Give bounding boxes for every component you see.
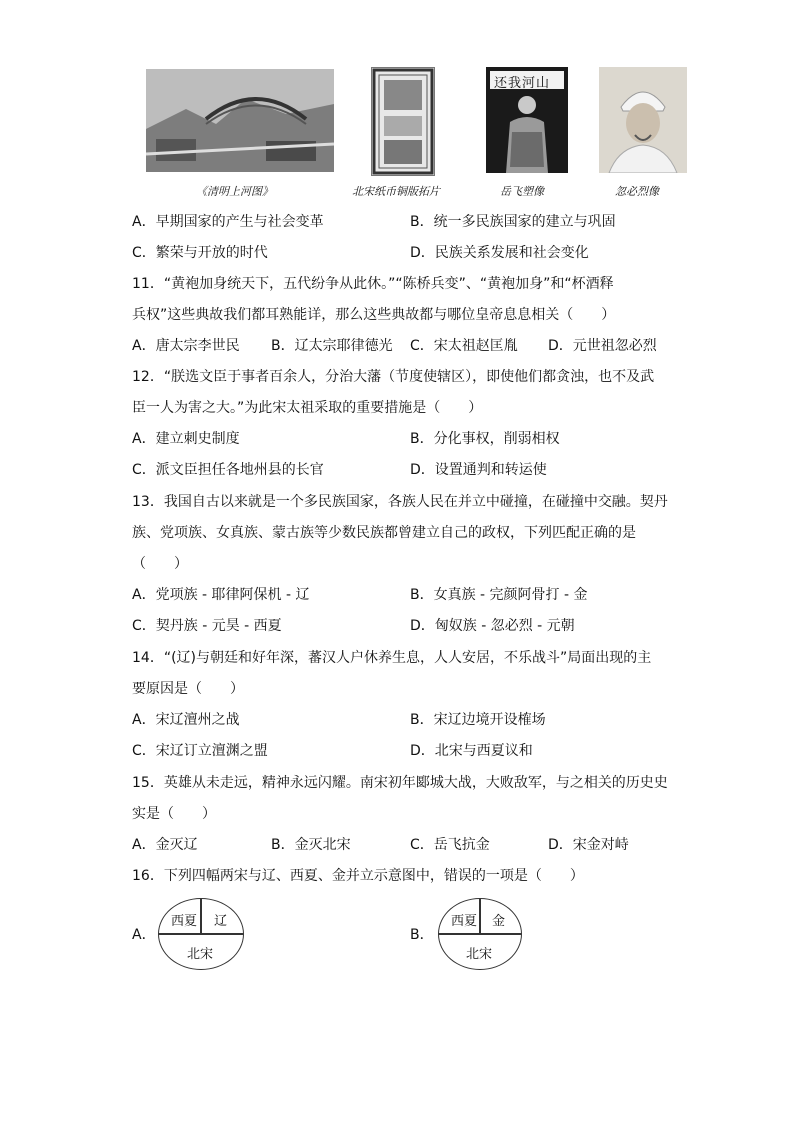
q13-stem-line2: 族、党项族、女真族、蒙古族等少数民族都曾建立自己的政权，下列匹配正确的是 xyxy=(132,525,636,541)
song-banknote-rubbing-image xyxy=(371,67,435,176)
q16-option-b-label: B． xyxy=(410,927,434,943)
q16-option-a-label: A． xyxy=(132,927,156,943)
q14-stem-line2: 要原因是（ ） xyxy=(132,681,244,697)
q15-option-d: D．宋金对峙 xyxy=(548,837,629,853)
q14-option-b: B．宋辽边境开设榷场 xyxy=(410,712,546,728)
q13-option-a: A．党项族 - 耶律阿保机 - 辽 xyxy=(132,587,310,603)
q12-option-d: D．设置通判和转运使 xyxy=(410,462,547,478)
diagram-a-divider-h xyxy=(159,933,243,935)
q12-option-a: A．建立刺史制度 xyxy=(132,431,240,447)
diagram-b-divider-h xyxy=(439,933,521,935)
q15-option-c: C．岳飞抗金 xyxy=(410,837,490,853)
q14-option-d: D．北宋与西夏议和 xyxy=(410,743,533,759)
q15-stem-line2: 实是（ ） xyxy=(132,806,216,822)
diagram-b-left-label: 西夏 xyxy=(451,914,478,929)
q11-option-b: B．辽太宗耶律德光 xyxy=(271,338,393,354)
q16-diagram-b xyxy=(438,898,522,970)
diagram-b-right-label: 金 xyxy=(492,914,506,929)
plaque-text: 还我河山 xyxy=(494,76,551,91)
diagram-b-divider-v xyxy=(479,899,481,933)
q11-stem-line1: 11．“黄袍加身统天下，五代纷争从此休。”“陈桥兵变”、“黄袍加身”和“杯酒释 xyxy=(132,276,614,292)
diagram-a-right-label: 辽 xyxy=(214,914,228,929)
q10-option-c: C．繁荣与开放的时代 xyxy=(132,245,268,261)
diagram-a-divider-v xyxy=(200,899,202,933)
q15-option-b: B．金灭北宋 xyxy=(271,837,351,853)
q14-option-a: A．宋辽澶州之战 xyxy=(132,712,240,728)
q15-option-a: A．金灭辽 xyxy=(132,837,198,853)
diagram-b-bottom-label: 北宋 xyxy=(466,947,493,962)
q10-option-a: A．早期国家的产生与社会变革 xyxy=(132,214,324,230)
q11-option-a: A．唐太宗李世民 xyxy=(132,338,240,354)
caption-yuefei: 岳飞塑像 xyxy=(500,185,544,198)
q10-option-b: B．统一多民族国家的建立与巩固 xyxy=(410,214,616,230)
q12-stem-line2: 臣一人为害之大。”为此宋太祖采取的重要措施是（ ） xyxy=(132,400,483,416)
q11-option-d: D．元世祖忽必烈 xyxy=(548,338,657,354)
q12-option-b: B．分化事权，削弱相权 xyxy=(410,431,560,447)
q13-stem-line1: 13．我国自古以来就是一个多民族国家，各族人民在并立中碰撞，在碰撞中交融。契丹 xyxy=(132,494,668,510)
q12-option-c: C．派文臣担任各地州县的长官 xyxy=(132,462,324,478)
q14-option-c: C．宋辽订立澶渊之盟 xyxy=(132,743,268,759)
q16-diagram-a xyxy=(158,898,244,970)
q14-stem-line1: 14．“(辽)与朝廷和好年深，蕃汉人户休养生息，人人安居，不乐战斗”局面出现的主 xyxy=(132,650,652,666)
kublai-khan-portrait-image xyxy=(599,67,687,173)
diagram-a-left-label: 西夏 xyxy=(171,914,198,929)
caption-banknote: 北宋纸币铜版拓片 xyxy=(352,185,440,198)
q13-option-c: C．契丹族 - 元昊 - 西夏 xyxy=(132,618,282,634)
q13-stem-line3: （ ） xyxy=(132,556,188,572)
q11-option-c: C．宋太祖赵匡胤 xyxy=(410,338,518,354)
qingming-painting-image xyxy=(146,69,334,172)
q13-option-b: B．女真族 - 完颜阿骨打 - 金 xyxy=(410,587,588,603)
caption-kublai: 忽必烈像 xyxy=(615,185,659,198)
q12-stem-line1: 12．“朕选文臣于事者百余人，分治大藩（节度使辖区），即使他们都贪浊，也不及武 xyxy=(132,369,655,385)
q15-stem-line1: 15．英雄从未走远，精神永远闪耀。南宋初年郾城大战，大败敌军，与之相关的历史史 xyxy=(132,775,668,791)
yue-fei-statue-image xyxy=(486,67,568,173)
q10-option-d: D．民族关系发展和社会变化 xyxy=(410,245,589,261)
q11-stem-line2: 兵权”这些典故我们都耳熟能详，那么这些典故都与哪位皇帝息息相关（ ） xyxy=(132,307,616,323)
diagram-a-bottom-label: 北宋 xyxy=(187,947,214,962)
q16-stem-line1: 16．下列四幅两宋与辽、西夏、金并立示意图中，错误的一项是（ ） xyxy=(132,868,584,884)
q13-option-d: D．匈奴族 - 忽必烈 - 元朝 xyxy=(410,618,575,634)
caption-qingming: 《清明上河图》 xyxy=(196,185,273,198)
